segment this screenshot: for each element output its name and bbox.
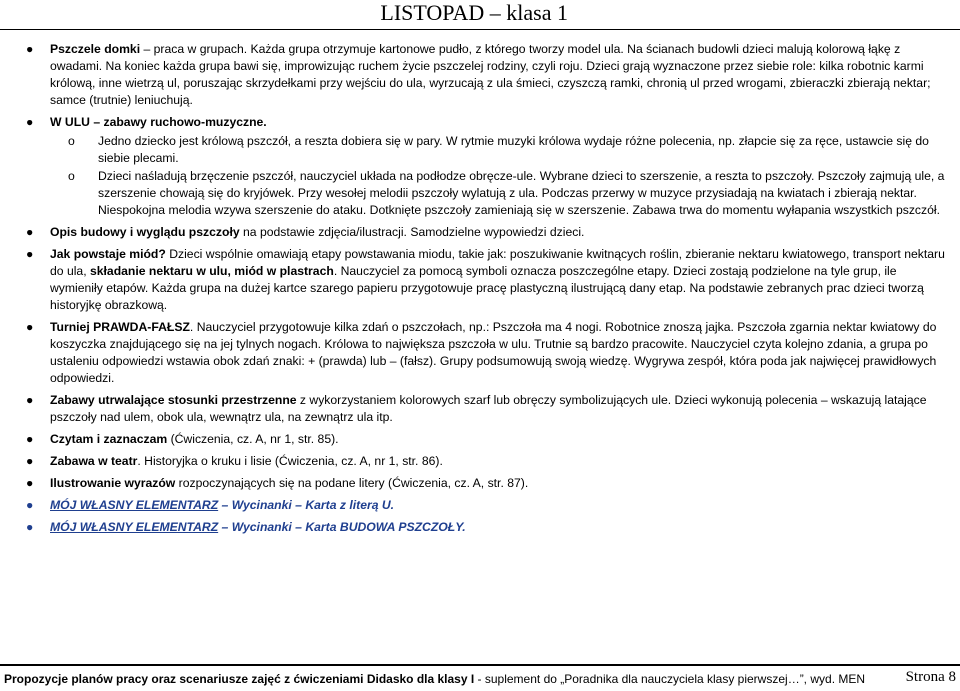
bold-text: Czytam i zaznaczam bbox=[50, 432, 168, 446]
link-rest[interactable]: Karta z literą U. bbox=[305, 498, 395, 512]
sub-list-item bbox=[68, 168, 950, 219]
footer-title: Propozycje planów pracy oraz scenariusze zajęć z ćwiczeniami Didasko dla klasy I bbox=[4, 672, 475, 686]
link-item[interactable] bbox=[26, 497, 950, 514]
bold-text: składanie nektaru w ulu, miód w plastrach bbox=[89, 264, 334, 278]
item-text: rozpoczynających się na podane litery (Ćwiczenia, cz. A, str. 87). bbox=[175, 476, 529, 490]
list-item bbox=[26, 246, 950, 314]
bullet-icon: ● bbox=[26, 432, 34, 446]
bullet-icon: ● bbox=[26, 498, 34, 512]
page-number: Strona 8 bbox=[905, 669, 956, 685]
bold-text: Jak powstaje miód? bbox=[50, 247, 166, 261]
item-text: – praca w grupach. Każda grupa otrzymuje kartonowe pudło, z którego tworzy model ula. Na ścianach budowli dzieci malują kolorową łąkę z owadami. Na koniec każda grupa bawi się, improwizując ruchem życie pszczelej rodziny, czyli roju. Dzieci grają wyznaczone przez siebie role: kilka robotnic karmi królową, inne wietrzą ul, poruszając skrzydełkami przy wejściu do ula, wyrzucają z ula śmieci, czyszczą ramki, chronią ul przed wrogami, zbieraczki zbierają nektar; samce (trutnie) leniuchują. bbox=[50, 42, 931, 107]
link-sep: – bbox=[291, 498, 306, 512]
bold-text: Turniej PRAWDA-FAŁSZ bbox=[50, 320, 190, 334]
list-item bbox=[26, 453, 950, 470]
bullet-icon: ● bbox=[26, 42, 34, 56]
footer bbox=[4, 672, 865, 686]
bullet-icon: ● bbox=[26, 320, 34, 334]
item-text: z wykorzystaniem kolorowych szarf lub obręczy symbolizujących ule. Dzieci wykonują polecenia – wskazują latające pszczoły nad ulem, obok ula, wewnątrz ula, na zewnątrz ula itp. bbox=[50, 393, 927, 424]
item-text: . Historyjka o kruku i lisie (Ćwiczenia, cz. A, nr 1, str. 86). bbox=[137, 454, 443, 468]
item-text: (Ćwiczenia, cz. A, nr 1, str. 85). bbox=[167, 432, 339, 446]
list-item bbox=[26, 319, 950, 387]
link-sep: – bbox=[218, 498, 232, 512]
link-item[interactable] bbox=[26, 519, 950, 536]
link-prefix[interactable]: MÓJ WŁASNY ELEMENTARZ bbox=[50, 520, 219, 534]
link-list bbox=[26, 497, 950, 536]
list-item bbox=[26, 224, 950, 241]
item-text: . Nauczyciel przygotowuje kilka zdań o pszczołach, np.: Pszczoła ma 4 nogi. Robotnice znoszą jajka. Pszczoła zgarnia nektar kwiatowy do koszyczka znajdującego się na jej tylnych nogach. Królowa to największa pszczoła w ulu. Trutnie są bardzo pracowite. Nauczyciel czyta kolejno zdania, a grupa po ustaleniu odpowiedzi wstawia obok zdań znaki: + (prawda) lub – (fałsz). Grupy podsumowują swoją wiedzę. Wygrywa zespół, która poda jak najwięcej prawidłowych odpowiedzi. bbox=[50, 320, 937, 385]
bold-text: Opis budowy i wyglądu pszczoły bbox=[50, 225, 240, 239]
bold-text: Zabawa w teatr bbox=[50, 454, 138, 468]
sub-item-text: Jedno dziecko jest królową pszczół, a reszta dobiera się w pary. W rytmie muzyki królowa wydaje różne polecenia, np. złapcie się za ręce, ustawcie się do siebie plecami. bbox=[98, 134, 929, 165]
bullet-icon: ● bbox=[26, 454, 34, 468]
sub-list-item bbox=[68, 133, 950, 167]
bold-text: Zabawy utrwalające stosunki przestrzenne bbox=[50, 393, 297, 407]
bold-text: Ilustrowanie wyrazów bbox=[50, 476, 176, 490]
circle-bullet-icon: o bbox=[68, 169, 75, 183]
link-sep: – bbox=[218, 520, 232, 534]
link-rest[interactable]: Karta BUDOWA PSZCZOŁY. bbox=[305, 520, 466, 534]
link-prefix[interactable]: MÓJ WŁASNY ELEMENTARZ bbox=[50, 498, 219, 512]
item-text: na podstawie zdjęcia/ilustracji. Samodzielne wypowiedzi dzieci. bbox=[239, 225, 585, 239]
link-sep: – bbox=[291, 520, 306, 534]
bullet-icon: ● bbox=[26, 520, 34, 534]
list-item bbox=[26, 114, 950, 219]
content bbox=[26, 41, 950, 541]
link-name[interactable]: Wycinanki bbox=[231, 498, 292, 512]
item-text: . Nauczyciel za pomocą symboli oznacza poszczególne etapy. Dzieci zostają podzielone na tyle grup, ile wymieniły etapów. Każda grupa na dużej kartce szarego papieru przygotowuje pracę plastyczną ilustrującą dany etap. Na podstawie zebranych prac dzieci tworzą historyjkę obrazkową. bbox=[50, 264, 924, 312]
bullet-icon: ● bbox=[26, 476, 34, 490]
bullet-icon: ● bbox=[26, 393, 34, 407]
footer-divider bbox=[0, 664, 960, 666]
bold-text: Pszczele domki bbox=[50, 42, 141, 56]
bullet-icon: ● bbox=[26, 247, 34, 261]
page-title: LISTOPAD – klasa 1 bbox=[380, 0, 568, 25]
bullet-icon: ● bbox=[26, 225, 34, 239]
bullet-icon: ● bbox=[26, 115, 34, 129]
list-item bbox=[26, 431, 950, 448]
title-divider bbox=[0, 29, 960, 30]
circle-bullet-icon: o bbox=[68, 134, 75, 148]
item-text: Dzieci wspólnie omawiają etapy powstawania miodu, takie jak: poszukiwanie kwitnących roślin, zbieranie nektaru kwiatowego, transport nektaru do ula, bbox=[50, 247, 945, 278]
footer-tail: „Poradnika dla nauczyciela klasy pierwszej…”, wyd. MEN bbox=[560, 672, 866, 686]
list-item bbox=[26, 475, 950, 492]
activity-list bbox=[26, 41, 950, 492]
footer-mid: - suplement do bbox=[474, 672, 561, 686]
list-item bbox=[26, 392, 950, 426]
sub-item-text: Dzieci naśladują brzęczenie pszczół, nauczyciel układa na podłodze obręcze-ule. Wybrane dzieci to szerszenie, a reszta to pszczoły. Pszczoły zajmują ule, a szerszenie chowają się do kryjówek. Przy wesołej melodii pszczoły wylatują z ula. Podczas przerwy w muzyce przysiadają na kwiatach i zbierają nektar. Niespokojna melodia wzywa szerszenie do ataku. Dotknięte pszczoły zamieniają się w szerszenie. Zabawa trwa do momentu wyłapania wszystkich pszczół. bbox=[98, 169, 945, 217]
list-item bbox=[26, 41, 950, 109]
bold-text: W ULU – zabawy ruchowo-muzyczne. bbox=[50, 115, 267, 129]
sub-list bbox=[50, 133, 950, 219]
link-name[interactable]: Wycinanki bbox=[231, 520, 292, 534]
